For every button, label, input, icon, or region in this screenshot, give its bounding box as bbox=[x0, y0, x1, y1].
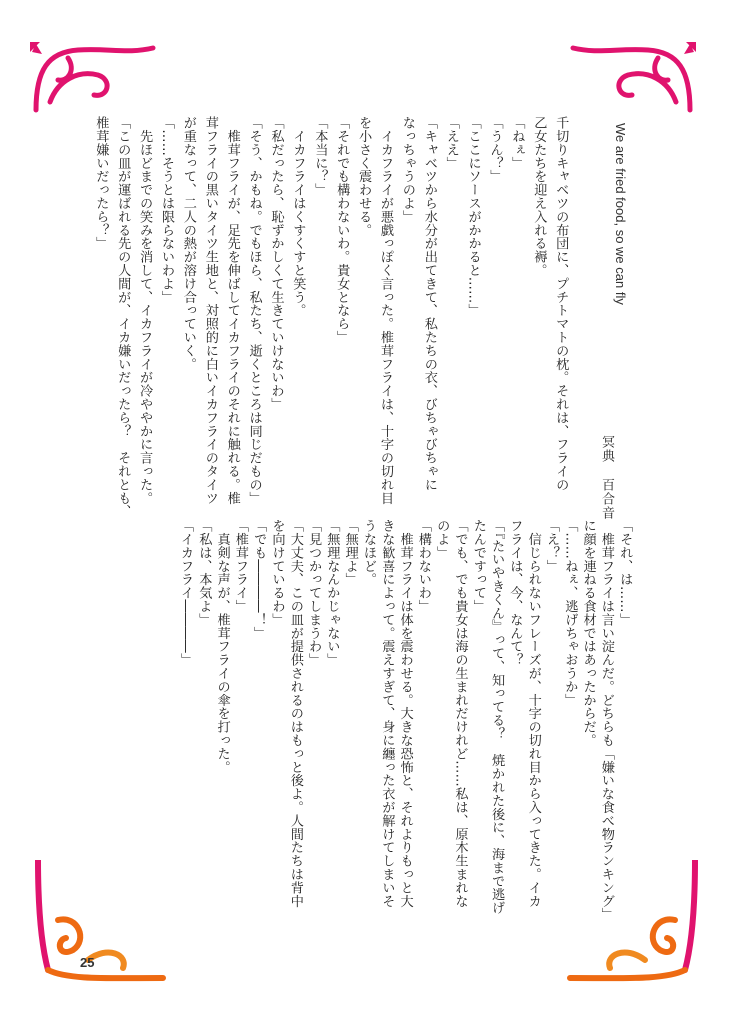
text-column: 椎茸フライが、足先を伸ばしてイカフライのそれに触れる。椎 bbox=[224, 116, 240, 505]
text-column: 「え？」 bbox=[544, 519, 559, 573]
text-column: を向けているわ」 bbox=[269, 519, 285, 627]
text-column: が重なって、二人の熱が溶け合っていく。 bbox=[180, 116, 196, 371]
page-number: 25 bbox=[80, 955, 95, 970]
text-column: のよ」 bbox=[434, 519, 450, 560]
corner-ornament-bottom-left bbox=[28, 860, 168, 990]
text-column: 茸フライの黒いタイツ生地と、対照的に白いイカフライのタイツ bbox=[202, 116, 218, 505]
text-column: 「『たいやきくん』って、知ってる？ 焼かれた後に、海まで逃げ bbox=[489, 519, 505, 915]
text-column: を小さく震わせる。 bbox=[356, 116, 372, 237]
text-column: 「ええ」 bbox=[443, 116, 459, 170]
text-column: 椎茸フライは体を震わせる。大きな恐怖と、それよりもっと大 bbox=[397, 519, 413, 908]
text-column: 「私は、本気よ」 bbox=[196, 519, 212, 627]
text-column: 「キャベツから水分が出てきて、私たちの衣、びちゃびちゃに bbox=[421, 116, 437, 492]
corner-ornament-bottom-right bbox=[565, 860, 705, 990]
author-family-name: 冥典 bbox=[599, 435, 614, 463]
text-column: イカフライはくすくすと笑う。 bbox=[290, 116, 306, 317]
corner-ornament-top-right bbox=[568, 40, 698, 115]
story-title: We are fried food, so we can fly bbox=[613, 123, 628, 305]
text-column: 「そう、かもね。でもほら、私たち、逝くところは同じだもの」 bbox=[246, 116, 262, 505]
text-column: 「ねぇ」 bbox=[509, 116, 525, 170]
text-column: 真剣な声が、椎茸フライの傘を打った。 bbox=[214, 519, 230, 774]
text-column: 「無理よ」 bbox=[342, 519, 358, 586]
text-column: 先ほどまでの笑みを消して、イカフライが冷ややかに言った。 bbox=[137, 116, 153, 505]
text-column: たんですって」 bbox=[470, 519, 486, 613]
text-column: 「それ、は……」 bbox=[617, 519, 633, 627]
text-column: 「……そうとは限らないわよ」 bbox=[159, 116, 174, 304]
text-column: 「ここにソースがかかると……」 bbox=[465, 116, 481, 317]
text-column: 信じられないフレーズが、十字の切れ目から入ってきた。イカ bbox=[525, 519, 541, 908]
text-column: に顔を連ねる食材ではあったからだ。 bbox=[580, 519, 596, 747]
text-column: 「大丈夫、この皿が提供されるのはもっと後よ。人間たちは背中 bbox=[287, 519, 303, 908]
text-column: 「それでも構わないわ。貴女となら」 bbox=[334, 116, 350, 344]
text-column: 「私だったら、恥ずかしくて生きていけないわ」 bbox=[268, 116, 284, 411]
author-name bbox=[597, 435, 616, 520]
text-column: イカフライが悪戯っぽく言った。椎茸フライは、十字の切れ目 bbox=[378, 116, 393, 505]
text-column: 「イカフライ――――」 bbox=[178, 519, 193, 667]
text-column: 「見つかってしまうわ」 bbox=[306, 519, 322, 667]
text-column: きな歓喜によって。震えすぎて、身に纏った衣が解けてしまいそ bbox=[379, 519, 395, 908]
text-column: 千切りキャベツの布団に、プチトマトの枕。それは、フライの bbox=[553, 116, 569, 492]
text-column: 「この皿が運ばれる先の人間が、イカ嫌いだったら？ それとも、 bbox=[115, 116, 131, 518]
text-column: 「構わないわ」 bbox=[415, 519, 431, 613]
text-column: 「うん？」 bbox=[487, 116, 503, 183]
text-column: 「椎茸フライ」 bbox=[232, 519, 248, 613]
text-column: うなほど。 bbox=[361, 519, 376, 586]
author-given-name: 百合音 bbox=[599, 478, 614, 521]
text-column: 「……ねぇ、逃げちゃおうか」 bbox=[562, 519, 578, 707]
text-column: なっちゃうのよ」 bbox=[399, 116, 415, 224]
text-column: 椎茸フライは言い淀んだ。どちらも「嫌いな食べ物ランキング」 bbox=[598, 519, 614, 921]
text-column: 「無理なんかじゃない」 bbox=[324, 519, 340, 667]
text-column: フライは、今、なんて？ bbox=[507, 519, 523, 667]
text-column: 「本当に？」 bbox=[312, 116, 328, 197]
text-column: 「でも、でも貴女は海の生まれだけれど……私は、原木生まれな bbox=[452, 519, 468, 908]
text-column: 乙女たちを迎え入れる褥。 bbox=[531, 116, 547, 277]
text-column: 「でも――――！」 bbox=[251, 519, 267, 640]
text-column: 椎茸嫌いだったら？」 bbox=[93, 116, 109, 250]
corner-ornament-top-left bbox=[28, 40, 158, 115]
